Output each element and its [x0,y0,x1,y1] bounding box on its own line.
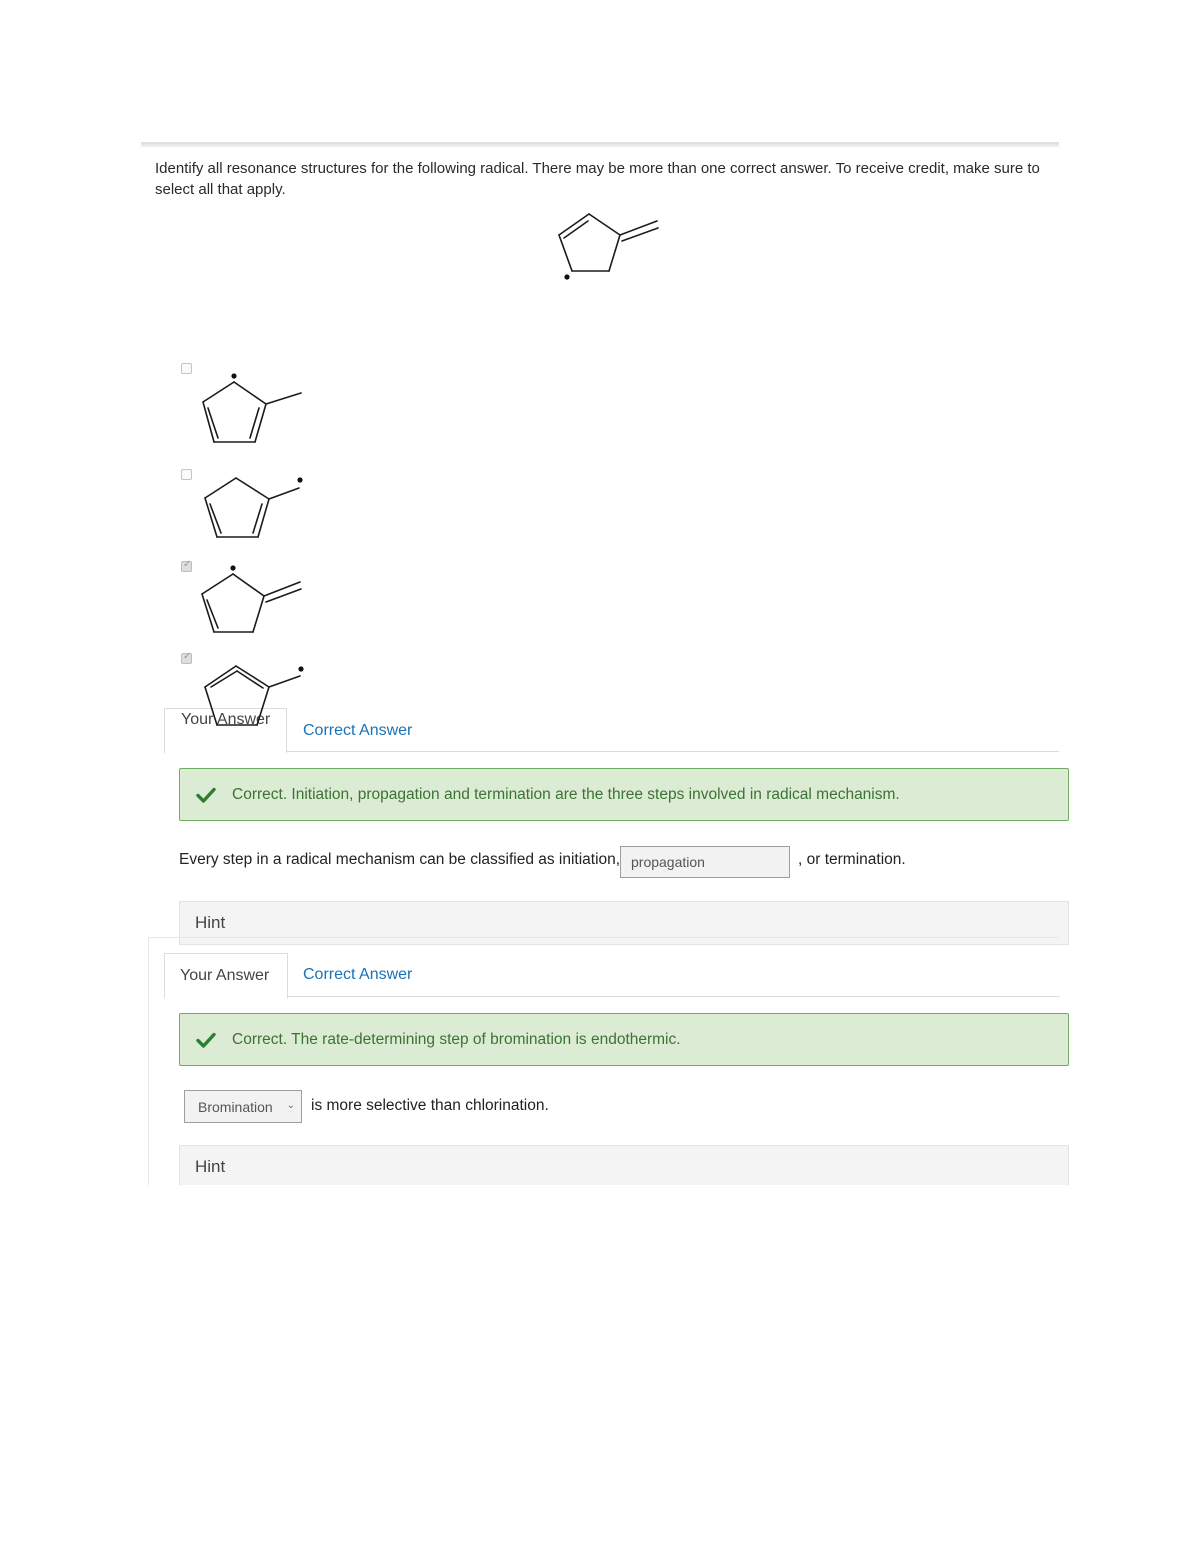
hint-label: Hint [195,1157,226,1176]
option-1-structure [195,372,310,452]
chevron-down-icon: ⌄ [286,1100,295,1111]
select-value: Bromination [198,1098,273,1115]
option-4-checkbox[interactable] [181,653,192,664]
answer-panel-2 [148,711,1059,932]
feedback-success [179,1013,1069,1066]
check-icon [196,1032,216,1048]
feedback-success [179,768,1069,821]
option-1-checkbox[interactable] [181,363,192,374]
answer-panel-3 [148,937,1059,1185]
section-divider [141,142,1059,147]
sentence-after-select: is more selective than chlorination. [311,1097,549,1114]
answer-select[interactable] [184,1090,302,1123]
feedback-text: Correct. Initiation, propagation and termination are the three steps involved in radical mechanism. [232,785,900,803]
tab-correct-answer[interactable]: Correct Answer [303,966,413,983]
hint-label: Hint [195,913,226,932]
check-icon [196,787,216,803]
sentence-before-blank: Every step in a radical mechanism can be classified as initiation, [179,851,621,868]
feedback-text: Correct. The rate-determining step of bromination is endothermic. [232,1030,681,1048]
sentence-after-blank: , or termination. [798,851,906,868]
option-2-structure [195,474,310,544]
option-3-checkbox[interactable] [181,561,192,572]
option-4-structure [195,662,310,732]
option-3-structure [195,563,310,638]
tab-correct-answer[interactable]: Correct Answer [303,722,413,739]
main-radical-structure [545,205,675,290]
tab-your-answer[interactable]: Your Answer [164,708,287,754]
option-2-checkbox[interactable] [181,469,192,480]
answer-input[interactable]: propagation [620,846,790,878]
tab-your-answer[interactable]: Your Answer [164,953,288,999]
question-prompt: Identify all resonance structures for the following radical. There may be more than one correct answer. To receive credit, make sure to select all that apply. [155,160,1040,198]
